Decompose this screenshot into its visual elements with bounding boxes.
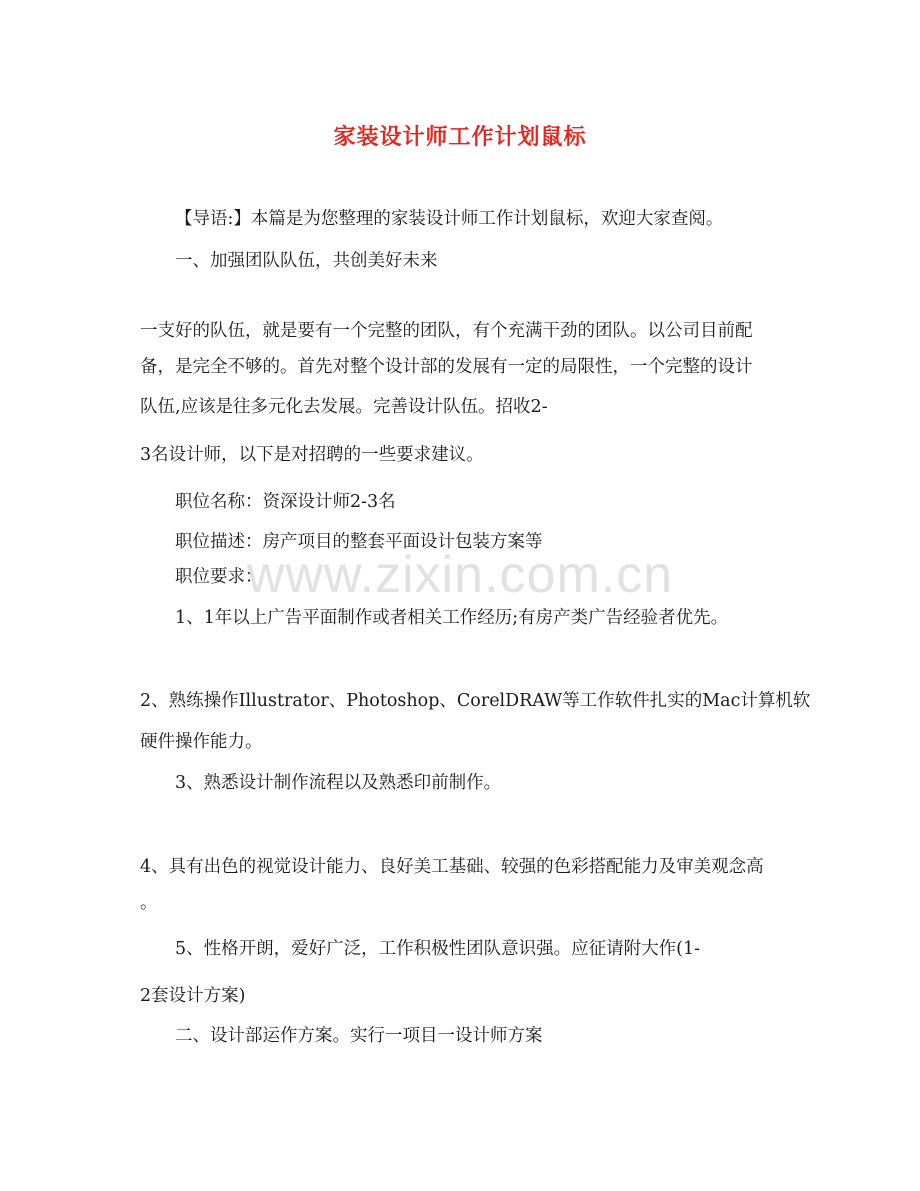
requirement-item-1: 1、1年以上广告平面制作或者相关工作经历;有房产类广告经验者优先。	[175, 608, 729, 628]
requirement-item-3: 3、熟悉设计制作流程以及熟悉印前制作。	[175, 773, 502, 793]
paragraph-line: 3名设计师，以下是对招聘的一些要求建议。	[140, 445, 484, 465]
requirement-item-5: 5、性格开朗，爱好广泛，工作积极性团队意识强。应征请附大作(1-	[175, 939, 701, 959]
paragraph-line: 队伍,应该是往多元化去发展。完善设计队伍。招收2-	[140, 397, 548, 417]
section-heading-1: 一、加强团队队伍，共创美好未来	[175, 251, 438, 271]
job-description-line: 职位描述：房产项目的整套平面设计包装方案等	[175, 532, 543, 552]
intro-line: 【导语:】本篇是为您整理的家装设计师工作计划鼠标，欢迎大家查阅。	[175, 209, 724, 229]
requirement-item-4-cont: 。	[140, 893, 158, 913]
paragraph-line: 一支好的队伍，就是要有一个完整的团队，有个充满干劲的团队。以公司目前配	[140, 321, 753, 341]
requirement-item-2-cont: 硬件操作能力。	[140, 732, 263, 752]
requirement-item-2: 2、熟练操作Illustrator、Photoshop、CorelDRAW等工作软件扎实的Mac计算机软	[140, 691, 811, 711]
job-title-line: 职位名称：资深设计师2-3名	[175, 492, 396, 512]
paragraph-line: 备，是完全不够的。首先对整个设计部的发展有一定的局限性，一个完整的设计	[140, 357, 753, 377]
requirement-item-5-cont: 2套设计方案)	[140, 986, 246, 1006]
watermark: www.zixin.com.cn	[246, 546, 674, 604]
document-title: 家装设计师工作计划鼠标	[333, 124, 587, 150]
requirement-item-4: 4、具有出色的视觉设计能力、良好美工基础、较强的色彩搭配能力及审美观念高	[140, 857, 764, 877]
section-heading-2: 二、设计部运作方案。实行一项目一设计师方案	[175, 1026, 543, 1046]
job-requirements-label: 职位要求：	[175, 567, 263, 587]
